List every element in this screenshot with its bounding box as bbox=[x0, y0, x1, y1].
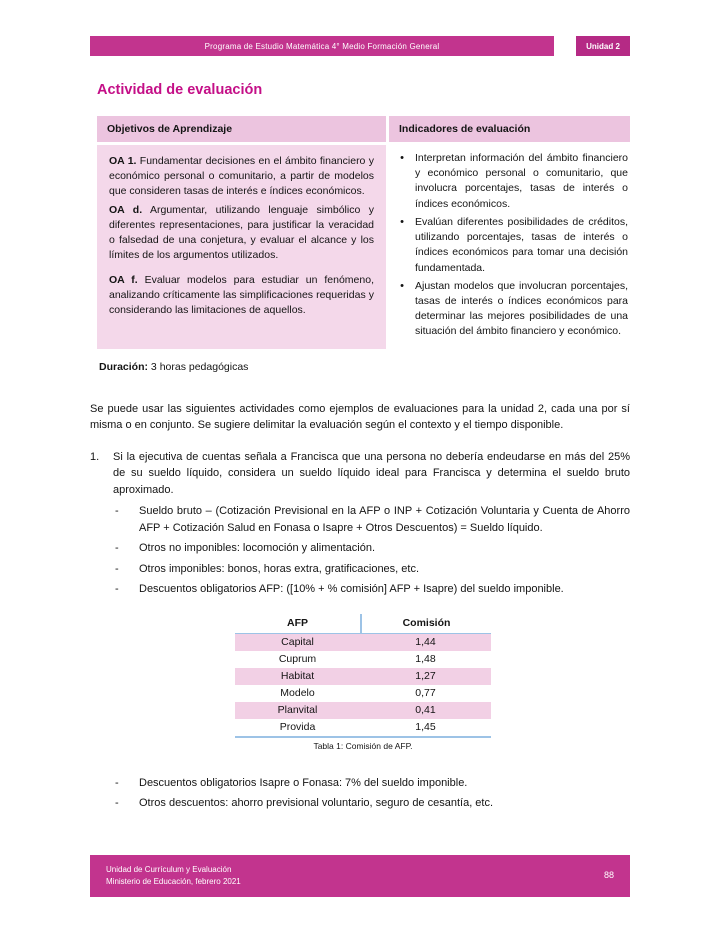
objective-oaf-label: OA f. bbox=[109, 273, 138, 286]
list-item bbox=[113, 503, 630, 536]
closing-bullet-list bbox=[113, 775, 630, 812]
afp-name-cell: Cuprum bbox=[278, 653, 317, 666]
indicator-text-3: • Ajustan modelos que involucran porcentajes, tasas de interés o índices económicos para determinar las mejores posibilidades de una situación del ámbito financiero y económico. bbox=[415, 279, 628, 338]
page-footer bbox=[90, 855, 630, 897]
afp-name-cell: Habitat bbox=[280, 670, 315, 683]
bullet-text-4: - Descuentos obligatorios AFP: ([10% + % comisión] AFP + Isapre) del sueldo imponible. bbox=[139, 583, 564, 596]
duration-line bbox=[99, 361, 630, 373]
program-title-bar bbox=[90, 36, 554, 56]
bullet-text-3: - Otros imponibles: bonos, horas extra, gratificaciones, etc. bbox=[139, 562, 420, 575]
footer-credits bbox=[106, 864, 241, 888]
afp-name-cell: Planvital bbox=[277, 704, 318, 717]
activity-bullet-list bbox=[113, 503, 630, 598]
indicator-item bbox=[389, 151, 628, 212]
objective-oa1-text: Fundamentar decisiones en el ámbito financiero y económico personal o comunitario, a partir de modelos que consideren tasas de interés e índices económicos. bbox=[109, 155, 374, 198]
duration-text: 3 horas pedagógicas bbox=[148, 360, 249, 373]
table-row bbox=[235, 685, 491, 702]
table-row bbox=[235, 702, 491, 719]
indicators-cell bbox=[389, 145, 630, 349]
list-item bbox=[113, 775, 630, 792]
afp-column-header: AFP bbox=[287, 617, 308, 630]
table-row bbox=[235, 668, 491, 685]
bullet-text-2: - Otros no imponibles: locomoción y alimentación. bbox=[139, 542, 376, 555]
table-row bbox=[235, 719, 491, 736]
page-title: Actividad de evaluación bbox=[97, 82, 263, 98]
objective-oad-label: OA d. bbox=[109, 203, 143, 216]
list-item bbox=[113, 795, 630, 812]
objectives-cell bbox=[97, 145, 386, 349]
activity-item-1 bbox=[90, 449, 630, 499]
objective-oa1 bbox=[109, 154, 374, 200]
objective-oad bbox=[109, 203, 374, 264]
objectives-indicators-table bbox=[97, 116, 630, 349]
intro-paragraph: Se puede usar las siguientes actividades como ejemplos de evaluaciones para la unidad 2, cada una por sí misma o en conjunto. Se sugiere delimitar la evaluación según el contexto y el tiempo disponible. bbox=[90, 402, 630, 432]
page-header bbox=[90, 36, 630, 56]
afp-value-cell: 1,27 bbox=[415, 670, 436, 683]
table-row bbox=[235, 634, 491, 651]
objective-oaf bbox=[109, 273, 374, 319]
activity-number: 1. bbox=[90, 450, 100, 463]
list-item bbox=[113, 581, 630, 598]
indicator-item bbox=[389, 279, 628, 340]
afp-name-cell: Modelo bbox=[280, 687, 315, 700]
afp-name-cell: Provida bbox=[279, 721, 316, 734]
afp-commission-table bbox=[235, 614, 491, 738]
afp-value-cell: 0,41 bbox=[415, 704, 436, 717]
page-number: 88 bbox=[603, 870, 614, 881]
objective-oaf-text: Evaluar modelos para estudiar un fenómeno, analizando críticamente las simplificaciones requeridas y considerando las limitaciones de aquellos. bbox=[109, 273, 374, 316]
list-item bbox=[113, 540, 630, 557]
program-title: Programa de Estudio Matemática 4° Medio Formación General bbox=[204, 41, 440, 51]
list-item bbox=[113, 561, 630, 578]
indicator-text-2: • Evalúan diferentes posibilidades de créditos, utilizando porcentajes, tasas de interés o índices económicos para tomar una decisión fundamentada. bbox=[415, 215, 628, 274]
bullet-text-1: - Sueldo bruto – (Cotización Previsional en la AFP o INP + Cotización Voluntaria y Cuenta de Ahorro AFP + Cotización Salud en Fonasa o Isapre + Otros Descuentos) = Sueldo líquido. bbox=[139, 505, 630, 534]
footer-ministry: Ministerio de Educación, febrero 2021 bbox=[106, 877, 241, 886]
afp-table-header-row bbox=[235, 614, 491, 634]
afp-value-cell: 1,44 bbox=[415, 636, 436, 649]
afp-value-cell: 0,77 bbox=[415, 687, 436, 700]
footer-org: Unidad de Currículum y Evaluación bbox=[106, 865, 232, 874]
afp-value-cell: 1,48 bbox=[415, 653, 436, 666]
closing-bullet-text-1: - Descuentos obligatorios Isapre o Fonasa: 7% del sueldo imponible. bbox=[139, 776, 468, 789]
closing-bullet-text-2: - Otros descuentos: ahorro previsional voluntario, seguro de cesantía, etc. bbox=[139, 797, 494, 810]
unit-badge bbox=[576, 36, 630, 56]
objectives-header-cell: Objetivos de Aprendizaje bbox=[97, 116, 386, 142]
activity-text: Si la ejecutiva de cuentas señala a Francisca que una persona no debería endeudarse en más del 25% de su sueldo líquido, considera un sueldo líquido ideal para Francisca y determina el sueldo bruto aproximado. bbox=[113, 450, 630, 496]
comision-column-header: Comisión bbox=[360, 614, 491, 633]
indicators-header-cell: Indicadores de evaluación bbox=[389, 116, 630, 142]
objective-oad-text: Argumentar, utilizando lenguaje simbólico y diferentes representaciones, para justificar la veracidad o falsedad de una conjetura, y evaluar el alcance y los límites de los argumentos utilizados. bbox=[109, 203, 374, 262]
unit-label: Unidad 2 bbox=[586, 41, 620, 51]
duration-label: Duración: bbox=[99, 360, 149, 373]
table-row bbox=[235, 651, 491, 668]
indicator-text-1: • Interpretan información del ámbito financiero y económico personal o comunitario, que involucra porcentajes, tasas de interés o índices económicos. bbox=[415, 152, 628, 210]
indicator-item bbox=[389, 215, 628, 276]
objective-oa1-label: OA 1. bbox=[109, 155, 137, 167]
afp-value-cell: 1,45 bbox=[415, 721, 436, 734]
afp-name-cell: Capital bbox=[281, 636, 314, 649]
table-caption: Tabla 1: Comisión de AFP. bbox=[313, 740, 413, 751]
